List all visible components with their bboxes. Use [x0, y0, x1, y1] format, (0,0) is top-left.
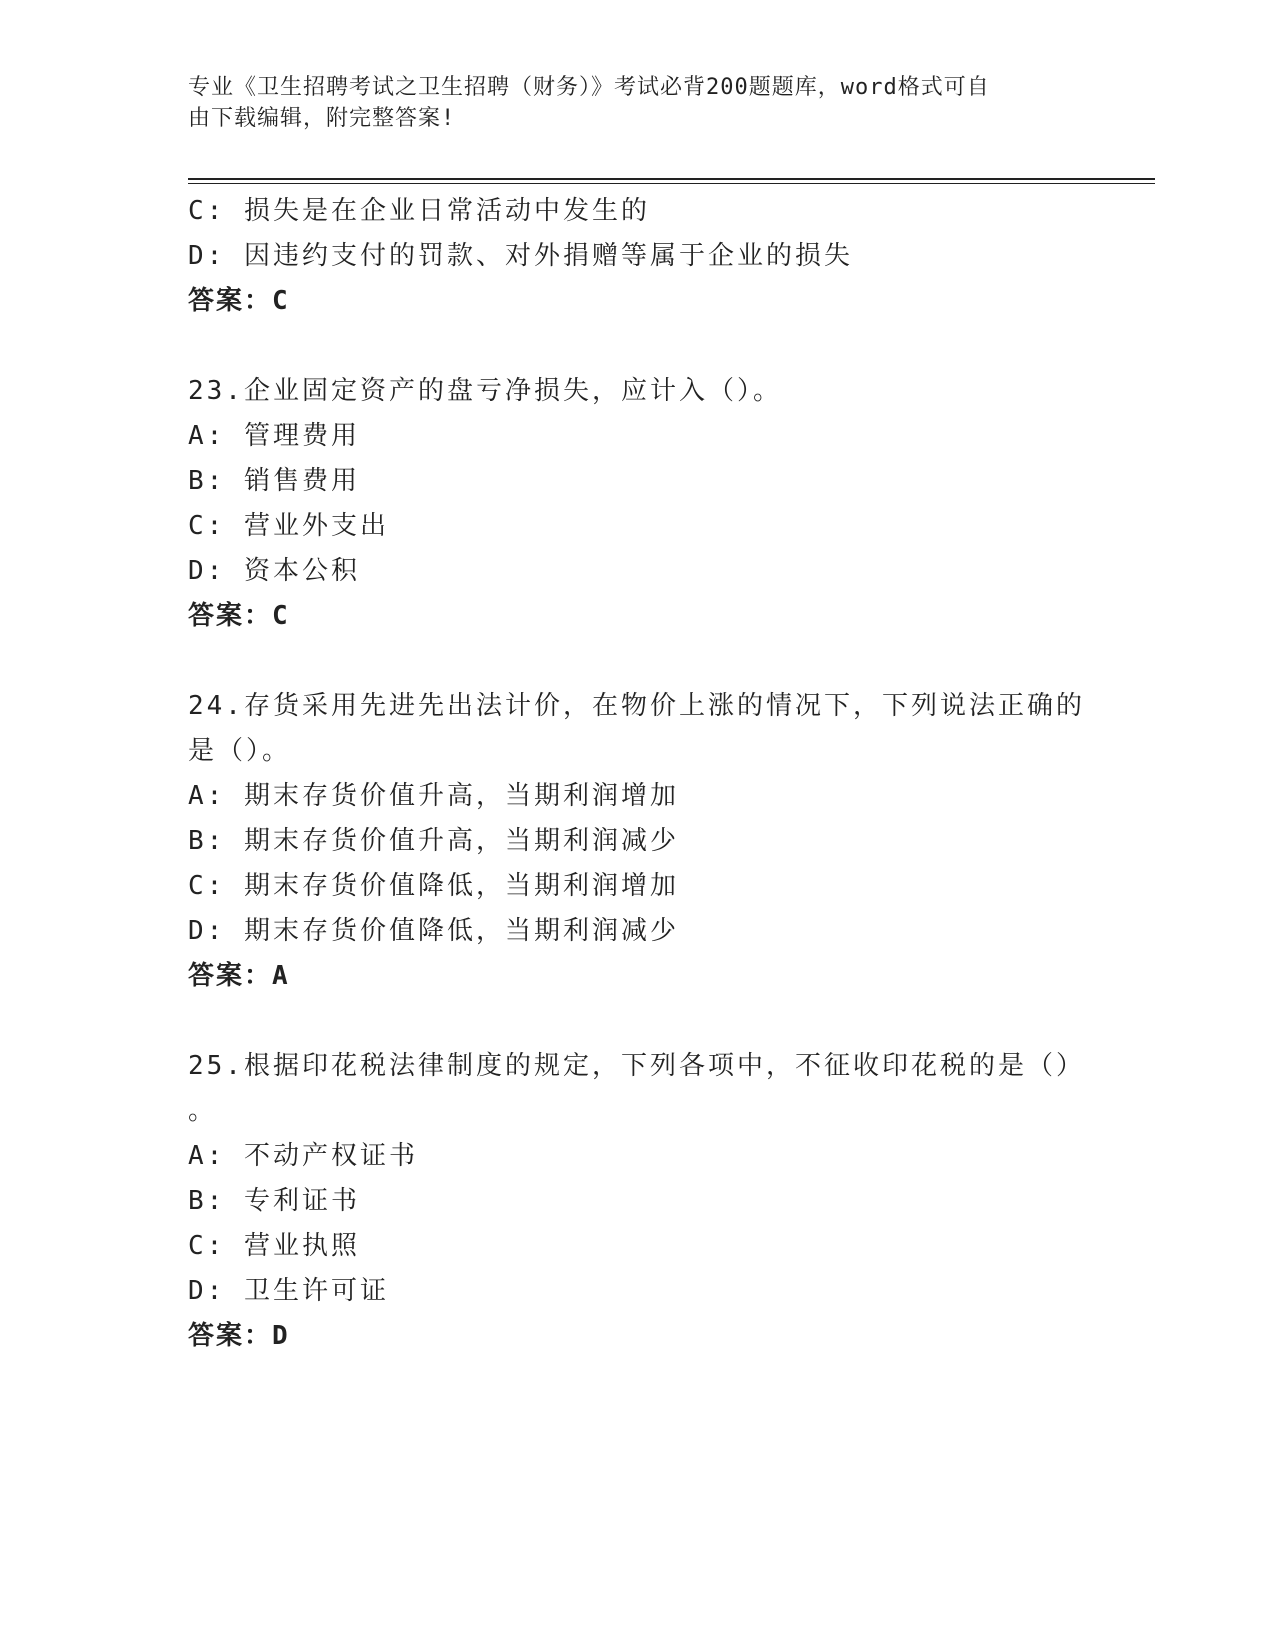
q23-option-b: B: 销售费用 [188, 466, 360, 496]
header-divider-thin [188, 183, 1155, 184]
q22-option-c: C: 损失是在企业日常活动中发生的 [188, 196, 650, 226]
q23-option-a: A: 管理费用 [188, 421, 360, 451]
q24-stem-line-2: 是（）。 [188, 736, 292, 766]
q25-option-d: D: 卫生许可证 [188, 1276, 389, 1306]
q23-answer: 答案：C [188, 601, 290, 631]
q25-stem-line-1: 25.根据印花税法律制度的规定，下列各项中，不征收印花税的是（） [188, 1051, 1085, 1081]
q25-answer: 答案：D [188, 1321, 290, 1351]
q23-stem: 23.企业固定资产的盘亏净损失，应计入（）。 [188, 376, 782, 406]
header-divider-thick [188, 178, 1155, 180]
q24-option-c: C: 期末存货价值降低，当期利润增加 [188, 871, 679, 901]
q24-option-a: A: 期末存货价值升高，当期利润增加 [188, 781, 679, 811]
q24-stem-line-1: 24.存货采用先进先出法计价，在物价上涨的情况下，下列说法正确的 [188, 691, 1085, 721]
q25-option-a: A: 不动产权证书 [188, 1141, 418, 1171]
q24-option-b: B: 期末存货价值升高，当期利润减少 [188, 826, 679, 856]
q22-option-d: D: 因违约支付的罚款、对外捐赠等属于企业的损失 [188, 241, 853, 271]
q25-stem-line-2: 。 [188, 1096, 218, 1126]
document-header [188, 72, 1088, 134]
header-line-1: 专业《卫生招聘考试之卫生招聘（财务）》考试必背200题题库，word格式可自 [188, 75, 990, 100]
q22-answer: 答案：C [188, 286, 290, 316]
header-line-2: 由下载编辑，附完整答案! [188, 106, 456, 131]
q23-option-c: C: 营业外支出 [188, 511, 389, 541]
q24-answer: 答案：A [188, 961, 290, 991]
q25-option-c: C: 营业执照 [188, 1231, 360, 1261]
q24-option-d: D: 期末存货价值降低，当期利润减少 [188, 916, 679, 946]
q23-option-d: D: 资本公积 [188, 556, 360, 586]
q25-option-b: B: 专利证书 [188, 1186, 360, 1216]
